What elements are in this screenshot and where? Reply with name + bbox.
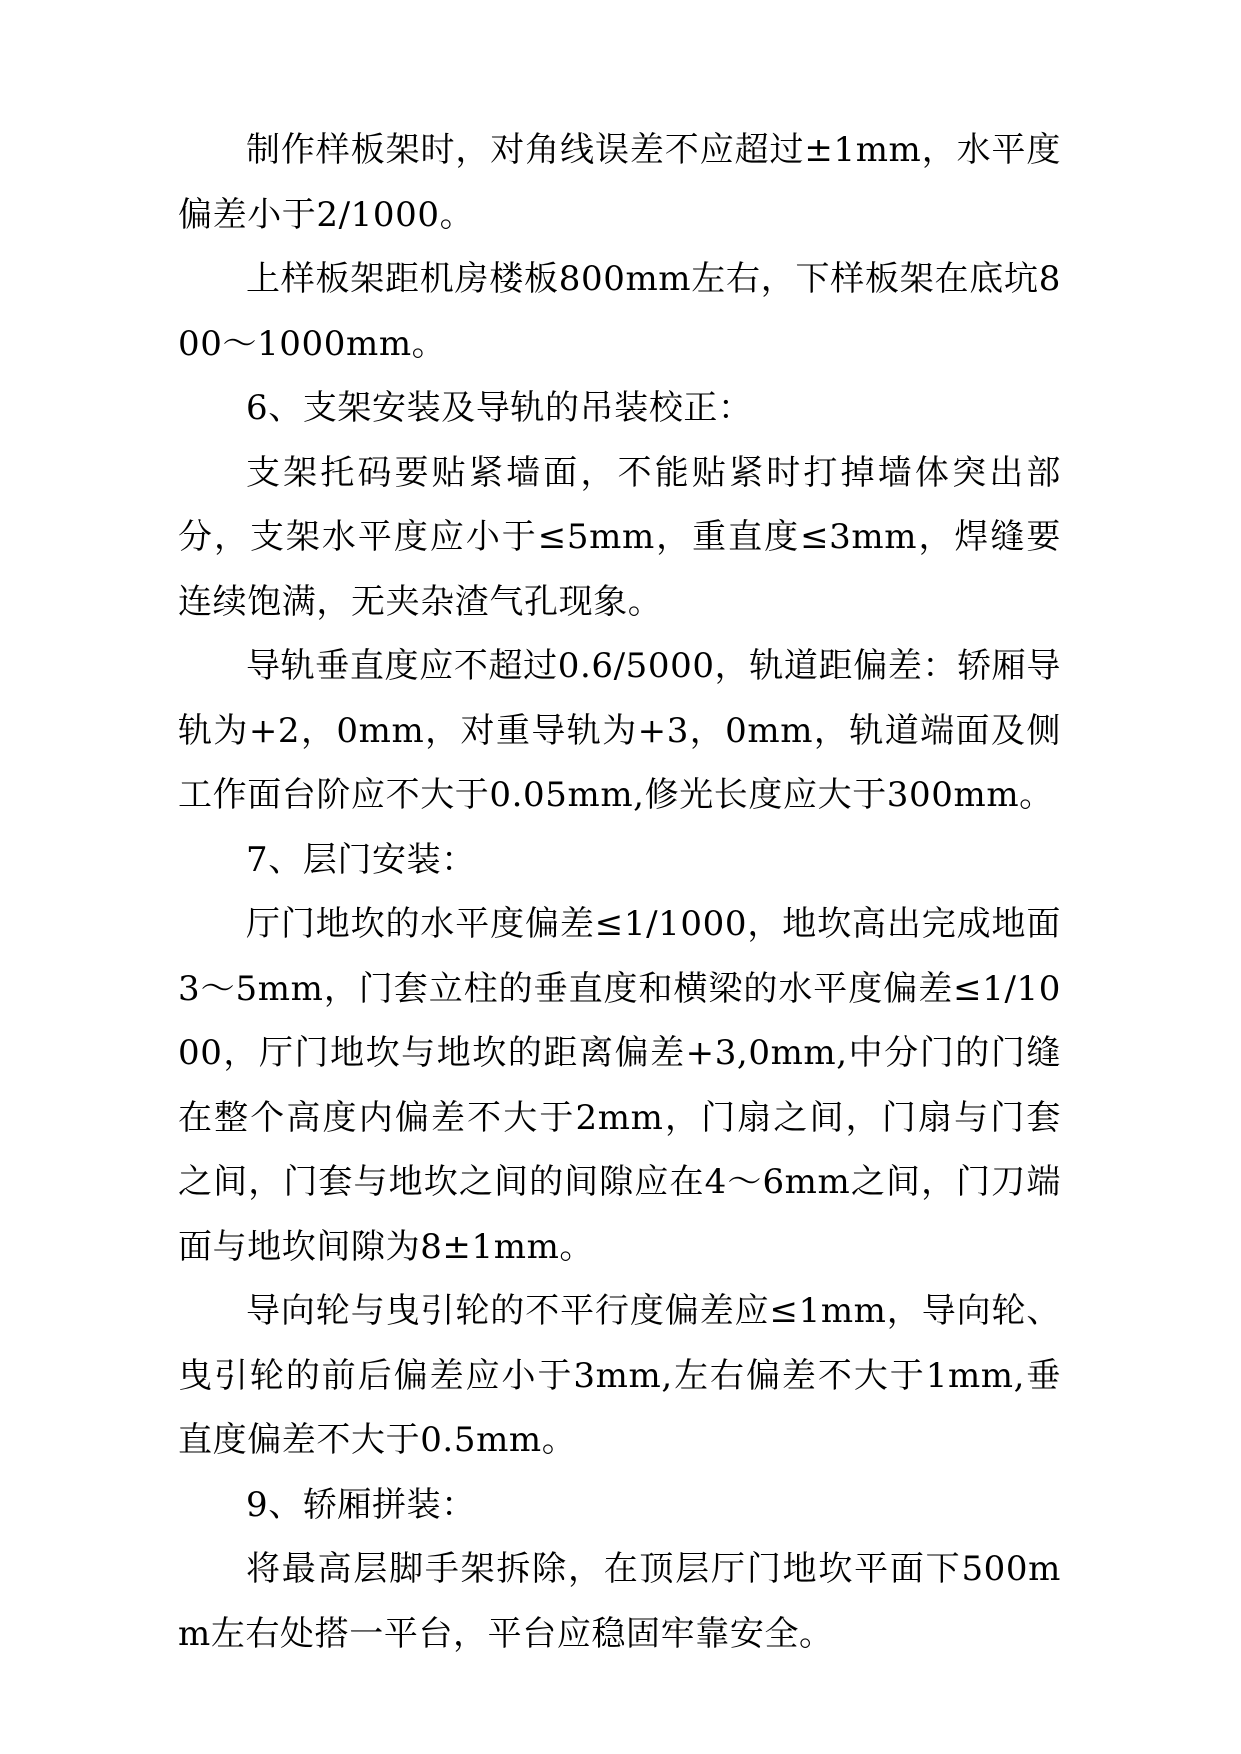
document-body xyxy=(178,118,1061,1666)
paragraph-template-frame-accuracy: 制作样板架时，对角线误差不应超过±1mm，水平度偏差小于2/1000。 xyxy=(178,130,1061,235)
paragraph-bracket-requirements: 支架托码要贴紧墙面，不能贴紧时打掉墙体突出部分，支架水平度应小于≤5mm，重直度≤3mm，焊缝要连续饱满，无夹杂渣气孔现象。 xyxy=(178,452,1061,622)
section-heading-landing-door-installation: 7、层门安装： xyxy=(246,839,476,880)
paragraph-template-frame-position: 上样板架距机房楼板800mm左右，下样板架在底坑800～1000mm。 xyxy=(178,259,1061,364)
paragraph-rail-verticality: 导轨垂直度应不超过0.6/5000，轨道距偏差：轿厢导轨为+2，0mm，对重导轨为+3，0mm，轨道端面及侧工作面台阶应不大于0.05mm,修光长度应大于300mm。 xyxy=(178,646,1061,815)
paragraph-sheave-alignment: 导向轮与曳引轮的不平行度偏差应≤1mm，导向轮、曳引轮的前后偏差应小于3mm,左右偏差不大于1mm,垂直度偏差不大于0.5mm。 xyxy=(178,1291,1061,1460)
section-heading-bracket-rail-installation: 6、支架安装及导轨的吊装校正： xyxy=(246,388,753,428)
section-heading-car-assembly: 9、轿厢拼装： xyxy=(246,1484,476,1525)
paragraph-door-sill-requirements: 厅门地坎的水平度偏差≤1/1000，地坎高出完成地面3～5mm，门套立柱的垂直度和横梁的水平度偏差≤1/1000，厅门地坎与地坎的距离偏差+3,0mm,中分门的门缝在整个高度内偏差不大于2mm，门扇之间，门扇与门套之间，门套与地坎之间的间隙应在4～6mm之间，门刀端面与地坎间隙为8±1mm。 xyxy=(178,904,1061,1267)
paragraph-platform-setup: 将最高层脚手架拆除，在顶层厅门地坎平面下500mm左右处搭一平台，平台应稳固牢靠安全。 xyxy=(178,1549,1061,1654)
